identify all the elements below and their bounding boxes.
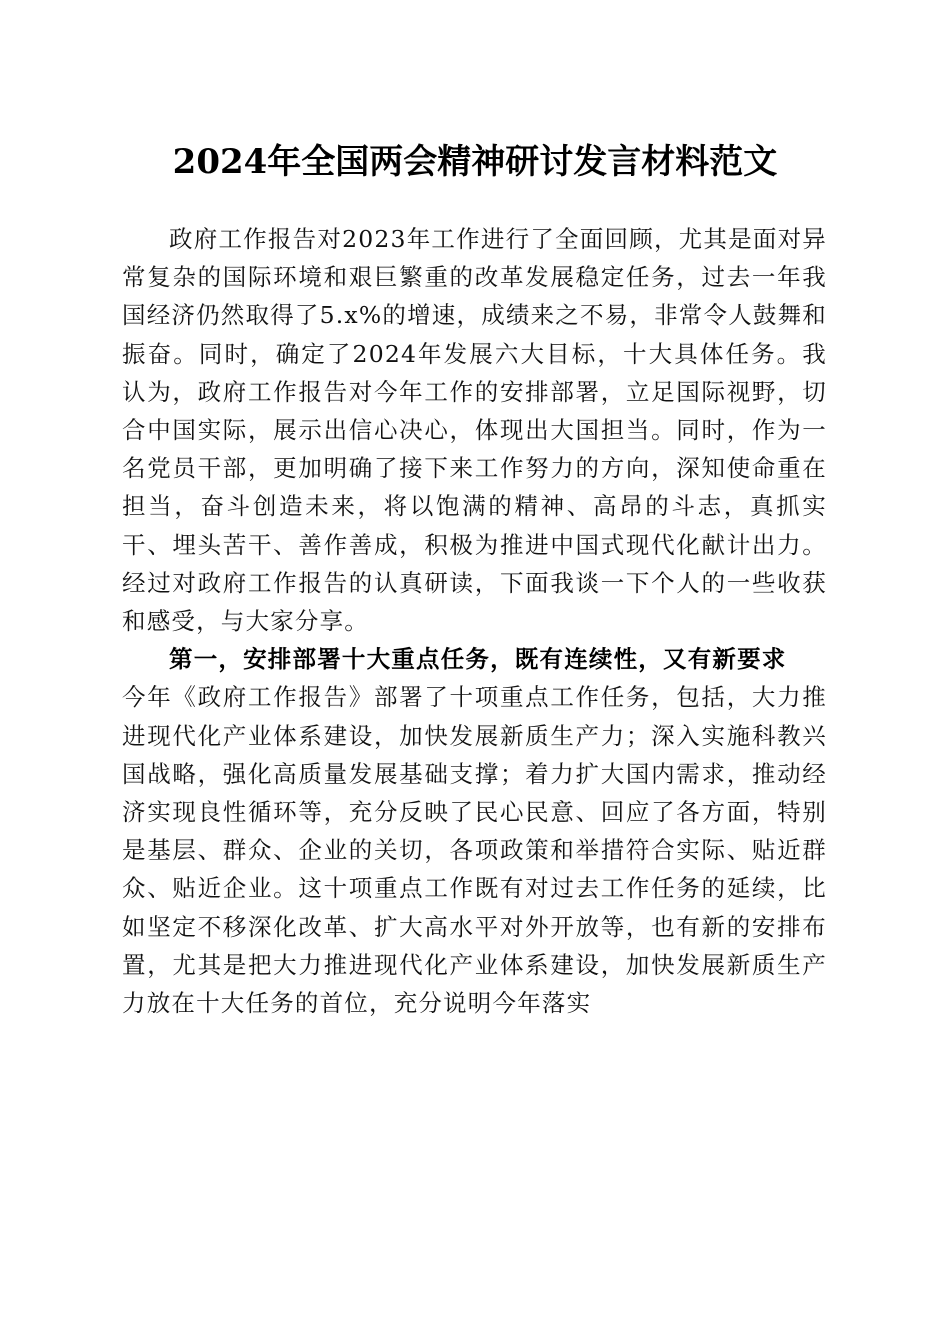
section-paragraph: 今年《政府工作报告》部署了十项重点工作任务，包括，大力推进现代化产业体系建设，加快发展新质生产力；深入实施科教兴国战略，强化高质量发展基础支撑；着力扩大国内需求，推动经济实现良性循环等，充分反映了民心民意、回应了各方面，特别是基层、群众、企业的关切，各项政策和举措符合实际、贴近群众、贴近企业。这十项重点工作既有对过去工作任务的延续，比如坚定不移深化改革、扩大高水平对外开放等，也有新的安排布置，尤其是把大力推进现代化产业体系建设，加快发展新质生产力放在十大任务的首位，充分说明今年落实 xyxy=(122,683,827,1018)
intro-paragraph: 政府工作报告对2023年工作进行了全面回顾，尤其是面对异常复杂的国际环境和艰巨繁重的改革发展稳定任务，过去一年我国经济仍然取得了5.x%的增速，成绩来之不易，非常令人鼓舞和振奋。同时，确定了2024年发展六大目标，十大具体任务。我认为，政府工作报告对今年工作的安排部署，立足国际视野，切合中国实际，展示出信心决心，体现出大国担当。同时，作为一名党员干部，更加明确了接下来工作努力的方向，深知使命重在担当，奋斗创造未来，将以饱满的精神、高昂的斗志，真抓实干、埋头苦干、善作善成，积极为推进中国式现代化献计出力。经过对政府工作报告的认真研读，下面我谈一下个人的一些收获和感受，与大家分享。 xyxy=(122,225,828,636)
document-body xyxy=(122,220,827,1022)
document-title: 2024年全国两会精神研讨发言材料范文 xyxy=(172,142,778,182)
section-heading: 第一，安排部署十大重点任务，既有连续性，又有新要求 xyxy=(169,645,787,674)
